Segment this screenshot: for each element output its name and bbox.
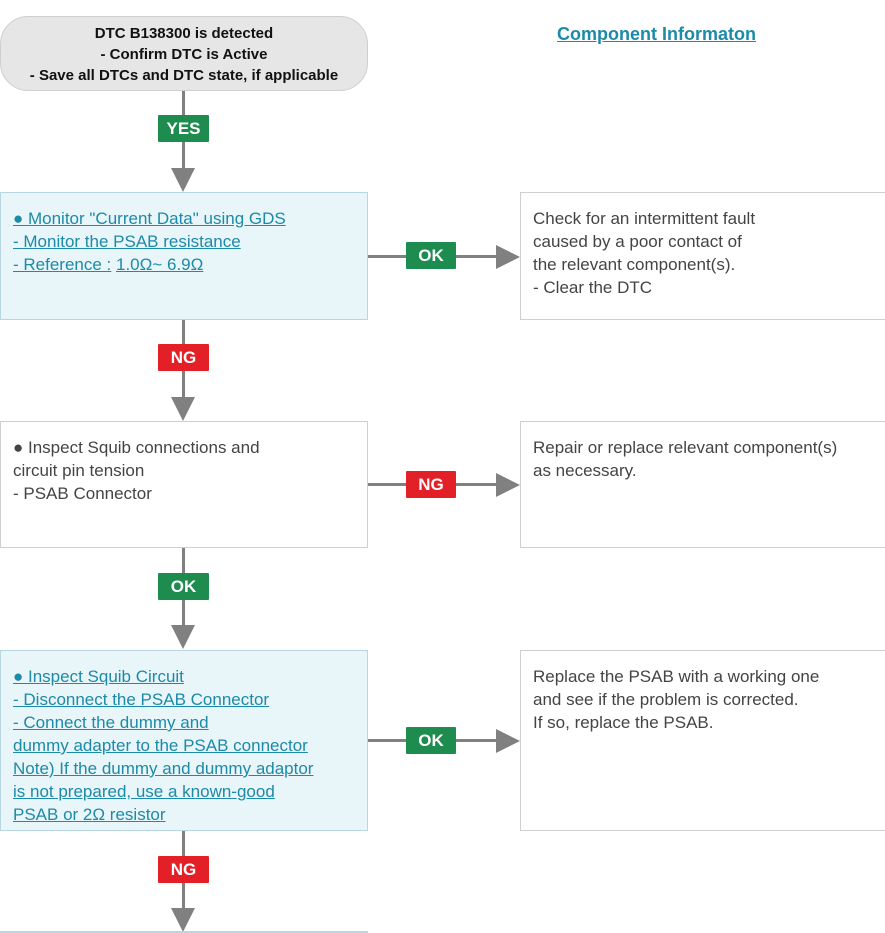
arrow-down-icon [171, 168, 195, 192]
reference-value[interactable]: 1.0Ω~ 6.9Ω [116, 255, 204, 274]
step-line[interactable]: - Connect the dummy and [13, 713, 209, 732]
result-line: Repair or replace relevant component(s) [533, 438, 838, 457]
yes-badge: YES [158, 115, 209, 142]
component-information-link[interactable]: Component Informaton [557, 24, 756, 44]
ok-badge: OK [158, 573, 209, 600]
step-line: - PSAB Connector [13, 484, 152, 503]
start-line: DTC B138300 is detected [94, 25, 274, 42]
arrow-right-icon [496, 473, 520, 497]
step-line[interactable]: dummy adapter to the PSAB connector [13, 736, 308, 755]
result-line: as necessary. [533, 461, 637, 480]
step-inspect-squib-circuit [0, 650, 368, 831]
start-line: - Confirm DTC is Active [100, 46, 268, 63]
step-line[interactable]: is not prepared, use a known-good [13, 782, 275, 801]
result-intermittent-fault [520, 192, 885, 320]
start-node [0, 16, 368, 91]
reference-label[interactable]: - Reference : [13, 255, 112, 274]
step-line: circuit pin tension [13, 461, 145, 480]
result-line: caused by a poor contact of [533, 232, 742, 251]
step-line[interactable]: PSAB or 2Ω resistor [13, 805, 166, 824]
step-monitor-current-data [0, 192, 368, 320]
arrow-down-icon [171, 397, 195, 421]
arrow-down-icon [171, 625, 195, 649]
result-replace-psab [520, 650, 885, 831]
ng-badge: NG [406, 471, 456, 498]
ng-badge: NG [158, 344, 209, 371]
step-inspect-squib-connections [0, 421, 368, 548]
step-line[interactable]: - Monitor the PSAB resistance [13, 232, 241, 251]
step-line[interactable]: - Disconnect the PSAB Connector [13, 690, 270, 709]
ok-badge: OK [406, 727, 456, 754]
result-line: If so, replace the PSAB. [533, 713, 714, 732]
step-line[interactable]: ● Inspect Squib Circuit [13, 667, 184, 686]
ok-badge: OK [406, 242, 456, 269]
reference-line [13, 253, 355, 276]
step-line: ● Inspect Squib connections and [13, 438, 260, 457]
result-line: the relevant component(s). [533, 255, 736, 274]
result-line: - Clear the DTC [533, 278, 653, 297]
step-line[interactable]: Note) If the dummy and dummy adaptor [13, 759, 314, 778]
arrow-down-icon [171, 908, 195, 932]
result-line: Check for an intermittent fault [533, 209, 756, 228]
result-line: Replace the PSAB with a working one [533, 667, 820, 686]
start-line: - Save all DTCs and DTC state, if applicable [29, 67, 339, 84]
step-line[interactable]: ● Monitor "Current Data" using GDS [13, 209, 286, 228]
result-repair-replace [520, 421, 885, 548]
result-line: and see if the problem is corrected. [533, 690, 799, 709]
ng-badge: NG [158, 856, 209, 883]
arrow-right-icon [496, 245, 520, 269]
arrow-right-icon [496, 729, 520, 753]
